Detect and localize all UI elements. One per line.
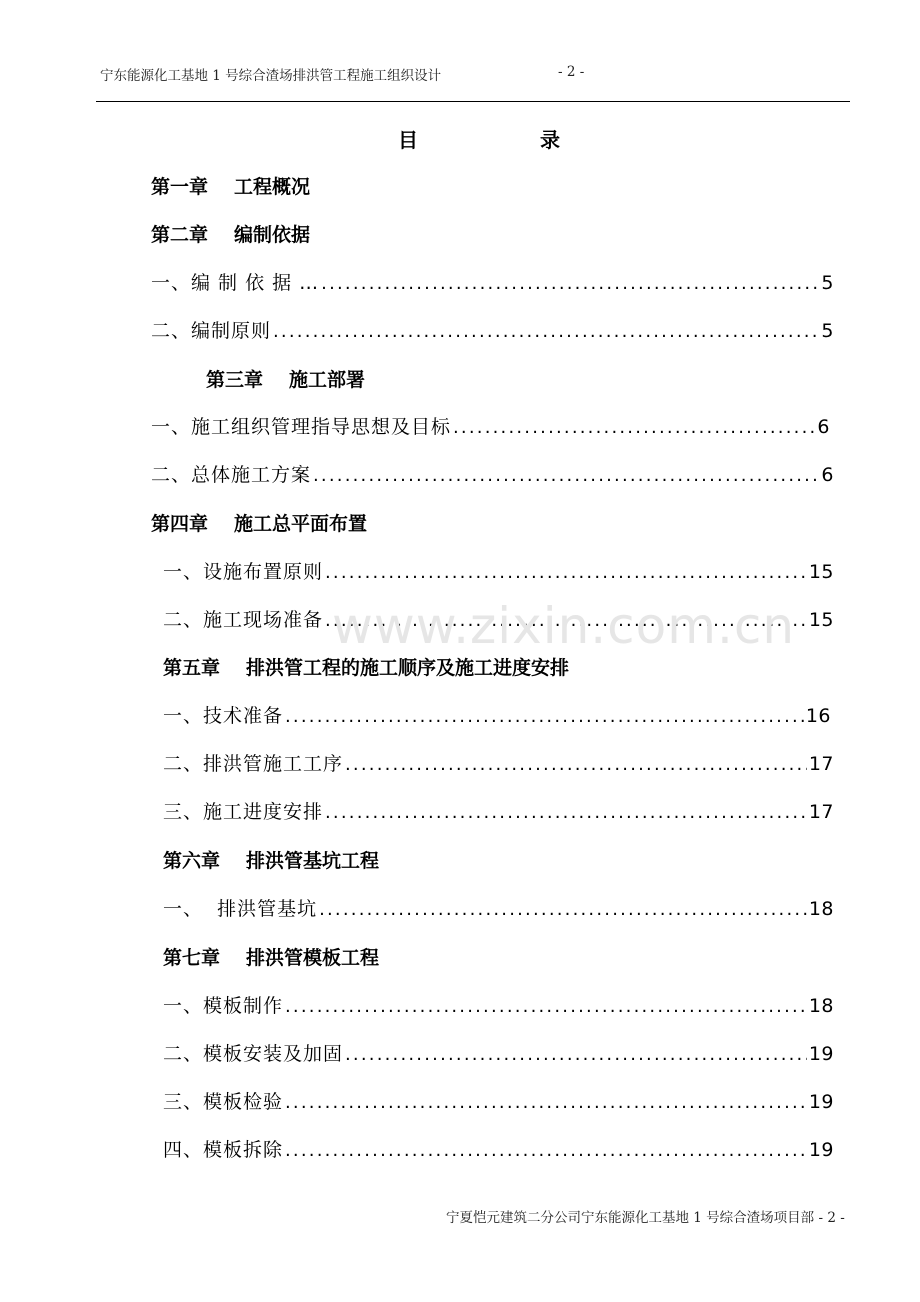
toc-entry-page: 5 [821,320,834,342]
toc-entry[interactable] [163,991,834,1019]
toc-entry-label: 三、施工进度安排 [163,801,324,823]
toc-leader-dots [285,706,804,727]
page-header [96,64,850,102]
chapter-number: 第三章 [206,369,264,391]
toc-entry[interactable] [163,1135,834,1163]
toc-leader-dots [345,754,807,775]
toc-entry[interactable] [151,412,830,440]
page-footer: 宁夏恺元建筑二分公司宁东能源化工基地 1 号综合渣场项目部 - 2 - [446,1210,845,1226]
chapter-6-heading[interactable] [163,846,379,873]
toc-entry-label: 二、总体施工方案 [151,464,312,486]
toc-entry[interactable] [163,605,834,633]
toc-leader-dots [313,465,819,486]
toc-entry-label: 一、 排洪管基坑 [163,898,318,920]
toc-leader-dots [325,562,807,583]
toc-leader-dots [325,802,807,823]
chapter-1-heading[interactable] [151,172,310,199]
toc-leader-dots [285,1092,807,1113]
header-rule [96,101,850,102]
chapter-title: 排洪管模板工程 [246,947,380,969]
chapter-number: 第一章 [151,176,209,198]
toc-entry-page: 15 [808,609,834,631]
chapter-3-heading[interactable] [206,365,365,392]
toc-entry-label: 一、施工组织管理指导思想及目标 [151,416,452,438]
chapter-2-heading[interactable] [151,220,310,247]
chapter-number: 第六章 [163,850,221,872]
toc-entry-page: 15 [808,561,834,583]
toc-entry-label: 一、编 制 依 据 … [151,272,320,294]
toc-entry-page: 19 [808,1091,834,1113]
chapter-number: 第五章 [163,657,221,679]
toc-leader-dots [285,996,807,1017]
toc-entry-page: 16 [805,705,831,727]
toc-entry[interactable] [163,749,834,777]
toc-leader-dots [273,321,819,342]
toc-entry[interactable] [151,316,834,344]
toc-entry-label: 二、模板安装及加固 [163,1043,344,1065]
toc-entry[interactable] [163,1087,834,1115]
toc-title-left: 目 [398,128,418,152]
toc-entry[interactable] [163,894,834,922]
toc-entry-label: 一、设施布置原则 [163,561,324,583]
chapter-title: 排洪管基坑工程 [246,850,380,872]
chapter-number: 第二章 [151,224,209,246]
chapter-7-heading[interactable] [163,943,379,970]
toc-leader-dots [345,1044,807,1065]
toc-leader-dots [321,273,819,294]
header-title: 宁东能源化工基地 1 号综合渣场排洪管工程施工组织设计 [100,68,442,84]
chapter-title: 施工部署 [289,369,366,391]
toc-entry-page: 19 [808,1139,834,1161]
toc-entry-page: 5 [821,272,834,294]
toc-entry-label: 一、技术准备 [163,705,284,727]
toc-entry-page: 18 [808,995,834,1017]
toc-leader-dots [285,1140,807,1161]
toc-entry[interactable] [151,268,834,296]
toc-leader-dots [319,899,807,920]
toc-entry[interactable] [151,460,834,488]
chapter-title: 排洪管工程的施工顺序及施工进度安排 [246,657,570,679]
chapter-number: 第四章 [151,513,209,535]
toc-entry-page: 6 [821,464,834,486]
toc-entry[interactable] [163,1039,834,1067]
toc-entry-label: 一、模板制作 [163,995,284,1017]
chapter-title: 编制依据 [234,224,311,246]
toc-entry-label: 四、模板拆除 [163,1139,284,1161]
toc-title-right: 录 [540,128,560,152]
toc-entry[interactable] [163,557,834,585]
toc-entry-label: 二、排洪管施工工序 [163,753,344,775]
toc-entry-page: 6 [817,416,830,438]
chapter-number: 第七章 [163,947,221,969]
header-page-number: - 2 - [558,64,585,80]
toc-entry-label: 三、模板检验 [163,1091,284,1113]
toc-entry-label: 二、编制原则 [151,320,272,342]
chapter-title: 施工总平面布置 [234,513,368,535]
toc-entry-page: 18 [808,898,834,920]
toc-entry[interactable] [163,797,834,825]
toc-entry-page: 19 [808,1043,834,1065]
toc-entry-page: 17 [808,753,834,775]
toc-leader-dots [453,417,815,438]
toc-entry[interactable] [163,701,831,729]
chapter-4-heading[interactable] [151,509,367,536]
watermark-text: www.zixin.com.cn [332,597,796,655]
chapter-5-heading[interactable] [163,653,569,680]
toc-entry-label: 二、施工现场准备 [163,609,324,631]
chapter-title: 工程概况 [234,176,311,198]
toc-entry-page: 17 [808,801,834,823]
toc-leader-dots [325,610,807,631]
